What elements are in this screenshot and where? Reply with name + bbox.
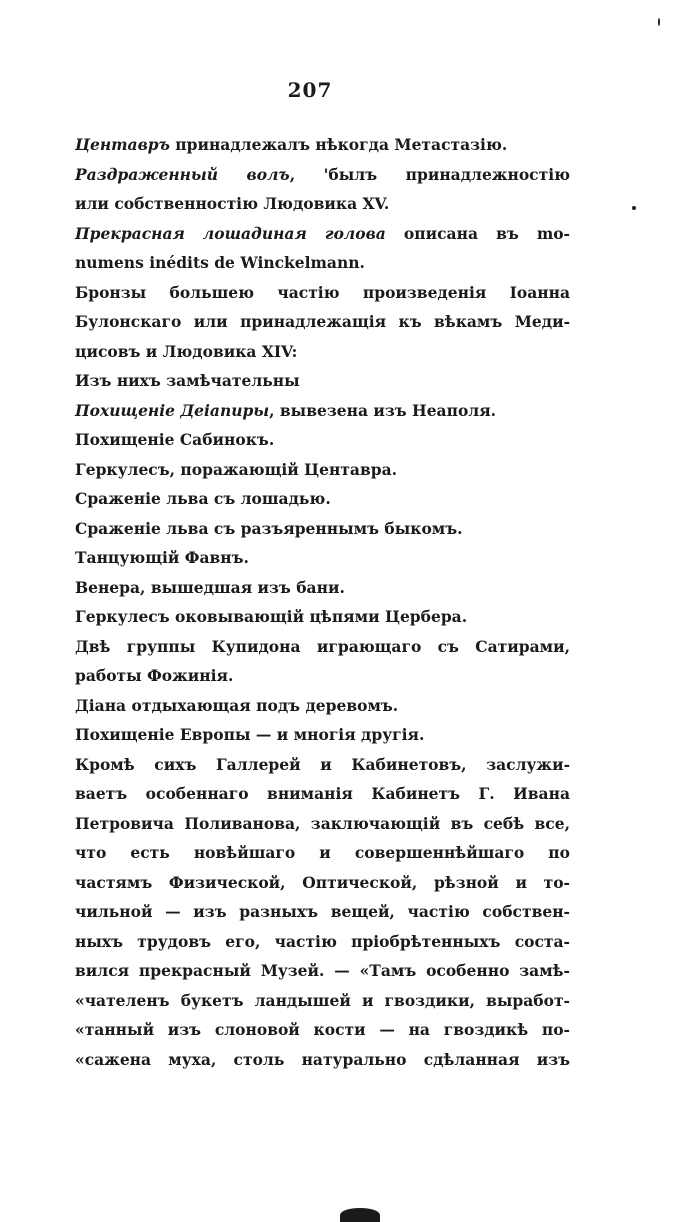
- text-run: ныхъ трудовъ его, частію пріобрѣтенныхъ соста-: [75, 931, 570, 951]
- text-line: [75, 573, 570, 603]
- text-run: Петровича Поливанова, заключающій въ себѣ все,: [75, 813, 570, 833]
- text-line: [75, 219, 570, 249]
- text-line: [75, 897, 570, 927]
- text-line: [75, 307, 570, 337]
- text-line: [75, 691, 570, 721]
- text-line: [75, 632, 570, 662]
- text-run: Діана отдыхающая подъ деревомъ.: [75, 695, 399, 715]
- text-line: [75, 661, 570, 691]
- text-run: Геркулесъ, поражающій Центавра.: [75, 459, 398, 479]
- text-run: Похищеніе Сабинокъ.: [75, 430, 275, 449]
- page-text: [75, 130, 570, 1074]
- text-line: [75, 779, 570, 809]
- text-line: [75, 425, 570, 455]
- text-line: [75, 543, 570, 573]
- text-run: «чателенъ букетъ ландышей и гвоздики, выработ-: [75, 990, 570, 1010]
- page-number: 207: [287, 78, 333, 102]
- italic-title: Прекрасная лошадиная голова: [75, 223, 386, 243]
- text-run: Сраженіе льва съ лошадью.: [75, 489, 331, 508]
- text-line: [75, 1015, 570, 1045]
- text-line: [75, 838, 570, 868]
- text-run: Геркулесъ оковывающій цѣпями Цербера.: [75, 607, 468, 626]
- text-line: [75, 160, 570, 190]
- bottom-ink-mark: [340, 1208, 380, 1222]
- text-line: [75, 189, 570, 219]
- text-run: , вывезена изъ Неаполя.: [269, 400, 497, 420]
- text-run: Похищеніе Европы — и многія другія.: [75, 725, 425, 744]
- text-run: Булонскаго или принадлежащія къ вѣкамъ Меди-: [75, 312, 570, 331]
- italic-title: Центавръ: [75, 135, 170, 154]
- text-run: цисовъ и Людовика XIV:: [75, 341, 298, 361]
- text-run: Кромѣ сихъ Галлерей и Кабинетовъ, заслужи-: [75, 754, 570, 774]
- text-run: Танцующій Фавнъ.: [75, 548, 249, 567]
- text-line: [75, 366, 570, 396]
- text-run: «танный изъ слоновой кости — на гвоздикѣ по-: [75, 1020, 570, 1039]
- text-line: [75, 720, 570, 750]
- text-line: [75, 514, 570, 544]
- text-line: [75, 809, 570, 839]
- text-run: принадлежалъ нѣкогда Метастазію.: [169, 135, 508, 154]
- text-run: Изъ нихъ замѣчательны: [75, 371, 300, 390]
- ink-speck: [658, 18, 660, 26]
- text-line: [75, 1045, 570, 1075]
- text-line: [75, 455, 570, 485]
- text-line: [75, 337, 570, 367]
- italic-title: Похищеніе Деіапиры: [75, 400, 270, 420]
- text-line: [75, 986, 570, 1016]
- text-line: [75, 396, 570, 426]
- ink-speck: [632, 206, 636, 210]
- text-run: Бронзы большею частію произведенія Іоанна: [75, 282, 570, 302]
- text-line: [75, 956, 570, 986]
- text-line: [75, 927, 570, 957]
- text-run: описана въ mo-: [385, 223, 570, 243]
- text-run: работы Фожинія.: [75, 666, 234, 685]
- text-run: Двѣ группы Купидона играющаго съ Сатирами,: [75, 636, 570, 656]
- text-line: [75, 602, 570, 632]
- text-line: [75, 868, 570, 898]
- italic-title: Раздраженный волъ: [75, 164, 290, 184]
- text-line: [75, 750, 570, 780]
- text-run: ваетъ особеннаго вниманія Кабинетъ Г. Ивана: [75, 784, 570, 803]
- text-line: [75, 484, 570, 514]
- text-run: чильной — изъ разныхъ вещей, частію собствен-: [75, 902, 570, 921]
- text-run: «сажена муха, столь натурально сдѣланная изъ: [75, 1049, 570, 1069]
- text-line: [75, 130, 570, 160]
- text-run: numens inédits de Winckelmann.: [75, 253, 365, 272]
- text-run: вился прекрасный Музей. — «Тамъ особенно замѣ-: [75, 961, 570, 980]
- text-line: [75, 278, 570, 308]
- text-run: частямъ Физической, Оптической, рѣзной и то-: [75, 872, 570, 892]
- text-run: или собственностію Людовика XV.: [75, 194, 390, 213]
- text-run: Венера, вышедшая изъ бани.: [75, 577, 345, 597]
- text-run: Сраженіе льва съ разъяреннымъ быкомъ.: [75, 518, 463, 538]
- text-line: [75, 248, 570, 278]
- text-run: что есть новѣйшаго и совершеннѣйшаго по: [75, 843, 570, 862]
- text-run: , 'былъ принадлежностію: [289, 164, 570, 184]
